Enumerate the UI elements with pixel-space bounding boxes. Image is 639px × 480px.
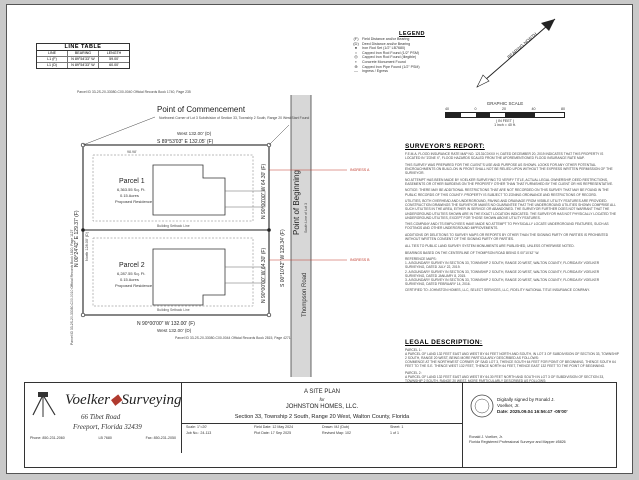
company-phone: Phone: 850-231-2060 bbox=[30, 436, 65, 440]
line-table-cell: L1 (F) bbox=[37, 57, 68, 62]
legend-symbol-icon: — bbox=[354, 68, 358, 74]
legend-text: Ingress / Egress bbox=[362, 69, 388, 74]
pob-title: Point of Beginning bbox=[292, 170, 301, 235]
corner-marker-icon bbox=[267, 313, 271, 317]
mid-top-bearing: N 90°00'00" W 64.30' (F) bbox=[261, 163, 267, 219]
legal-paragraph: PARCEL 2: A PARCEL OF LAND 132 FEET EAST AND WEST BY 64.30 FEET NORTH AND SOUTH IN LOT 3 OF SUBDIVISION OF SECTION 33, bbox=[405, 371, 605, 380]
legal-paragraph: PARCEL 1: A PARCEL OF LAND 132 FEET EAST AND WEST BY 64 FEET NORTH AND SOUTH, IN LOT 3 OF SUBDIVISION OF SECTION 33, TOWNSHIP 2 SOUTH, RANGE 20 WEST, BEING MORE PARTICULARLY DESCRIBED AS FOLLOWS: COMMENCE AT THE NORTHWEST CORNER OF SAID LOT 3, THENCE SOUTH 64 FEET FOR POINT OF BEGINNING, THENCE SOUTH 64 FEET TO THE S.E. THENCE WEST 132 FEET, THENCE NORTH 64 FEET, THENCE EAST 132 FEET TO THE POINT OF BEGINNING. bbox=[405, 348, 619, 369]
meta-item: Revised Map: 102 bbox=[322, 431, 351, 436]
company-name-part1: Voelker bbox=[65, 392, 110, 408]
report-paragraph: NOTICE: THERE MAY BE ADDITIONAL RESTRICTIONS THAT ARE NOT RECORDED ON THIS SURVEY THAT MAY BE FOUND IN THE PUBLIC RECORDS OF THIS COUNTY. PROPERTY IS SUBJECT TO ZONING ORDINANCE AND RESTRICTIONS OF RECORD. bbox=[405, 188, 609, 197]
corner-marker-icon bbox=[267, 228, 271, 232]
bottom-bearing: N 90°00'00" W 132.00' (F) bbox=[137, 321, 195, 327]
digital-signature bbox=[463, 383, 617, 468]
report-paragraph: F.E.M.A. FLOOD INSURANCE RATE MAP NO. 12131C0XXX H, DATED DECEMBER 20, 2019 INDICATES THAT THIS PROPERTY IS LOCATED IN "ZONE X", FLOOD HAZARDS SCALED FROM THE AFOREMENTIONED FLOOD INSURANCE RATE MAP. bbox=[405, 152, 604, 161]
mid-bottom-bearing: N 90°00'00" W 64.30' (F) bbox=[261, 247, 267, 303]
parcel1-residence bbox=[153, 165, 225, 215]
dist-label: 98.98' bbox=[127, 150, 137, 154]
scale-title: GRAPHIC SCALE bbox=[486, 101, 524, 106]
legend-symbol-icon: ▪ bbox=[355, 58, 357, 64]
report-paragraph: ALL TIES TO PUBLIC LAND SURVEY SYSTEM MONUMENTS ARE PUBLISHED, UNLESS OTHERWISE NOTED. bbox=[405, 243, 575, 248]
company-address-line1: 66 Tibet Road bbox=[81, 413, 121, 421]
legend-title: LEGEND bbox=[399, 31, 425, 37]
line-table-header-cell: BEARING bbox=[68, 51, 99, 56]
project-info bbox=[182, 383, 463, 468]
parcel1-title: Parcel 1 bbox=[119, 178, 145, 185]
legend-symbol-icon: ○ bbox=[354, 49, 358, 55]
legend-text: Capped Iron Rod Found (Illegible) bbox=[362, 55, 417, 60]
signature-line: Voelker, Jr. bbox=[497, 403, 520, 408]
graphic-scale bbox=[445, 101, 565, 127]
parcel1-acres: 0.15 Acres bbox=[120, 193, 139, 198]
north-arrow-icon bbox=[469, 13, 564, 93]
meta-item: Field Date: 12 May 2024 bbox=[254, 425, 294, 429]
ingress-a-label: INGRESS A bbox=[350, 168, 370, 172]
parcel1-note: Proposed Residence bbox=[115, 199, 153, 204]
report-paragraph: THIS SURVEY WAS PREPARED FOR THE CLIENT'S USE AND PURPOSE AS SHOWN. LOOKS FOR ANY OTHER POTENTIAL ENCROACHMENTS ON BUILD-ON IN FRONT SHALL NOT BE RELIED UPON WITHOUT THE EXPRESS WRITTEN PERMISSION OF THE SURVEYOR. bbox=[405, 162, 613, 175]
pob-sub: South Line of Lot 3 bbox=[304, 202, 308, 233]
line-table-cell: 60.00' bbox=[109, 63, 119, 67]
meta-item: 1 of 1 bbox=[390, 431, 399, 436]
company-address-line2: Freeport, Florida 32439 bbox=[73, 423, 142, 431]
meta-item: Scale: 1"=20' bbox=[186, 425, 208, 429]
company-name-part2: Surveying bbox=[121, 392, 182, 408]
company-contacts bbox=[25, 436, 181, 440]
drawing-sheet bbox=[6, 4, 633, 474]
site-plan-drawing bbox=[7, 5, 410, 377]
project-meta bbox=[186, 425, 458, 436]
scale-tick: 80 bbox=[561, 107, 565, 111]
legend-text: Concrete Monument Found bbox=[362, 59, 406, 64]
client-name: JOHNSTON HOMES, LLC. bbox=[285, 404, 359, 410]
scale-tick: 20 bbox=[502, 107, 506, 111]
line-table-header-cell: LENGTH bbox=[106, 51, 122, 55]
parcel2-sqft: 6,287.55 Sq. Ft. bbox=[117, 271, 146, 276]
setback-label: Building Setback Line bbox=[157, 308, 190, 312]
signature-line: Date: 2025.09.04 16:56:47 -05'00' bbox=[497, 409, 568, 414]
plan-for: for bbox=[319, 397, 325, 402]
parcel-ref-left: Parcel ID 33-2S-20-33080-C00-0010 Official Records Book 1820, Page 1127 bbox=[70, 229, 74, 345]
line-table-cell: L1 (D) bbox=[37, 63, 68, 68]
parcel1-sqft: 6,363.55 Sq. Ft. bbox=[117, 187, 146, 192]
meta-item: Sheet: 1 bbox=[390, 425, 404, 429]
north-label: BEARING NORTH bbox=[506, 31, 538, 60]
legend-text: Deed Distance and/or Bearing bbox=[362, 41, 411, 46]
plan-title: A SITE PLAN bbox=[303, 389, 340, 395]
left-bearing: N 00°24'42" E 129.37' (F) bbox=[74, 210, 80, 267]
parcel2-note: Proposed Residence bbox=[115, 283, 153, 288]
parcel2-title: Parcel 2 bbox=[119, 262, 145, 269]
bottom-deed: West 132.00' (D) bbox=[157, 328, 192, 333]
project-location: Section 33, Township 2 South, Range 20 West, Walton County, Florida bbox=[234, 414, 410, 420]
parcel2-acres: 0.15 Acres bbox=[120, 277, 139, 282]
legend-symbol-icon: ● bbox=[354, 45, 358, 51]
line-table-title: LINE TABLE bbox=[37, 44, 129, 51]
meta-item: Drawn: MJ (Dub) bbox=[322, 425, 350, 429]
corner-marker-icon bbox=[81, 228, 85, 232]
west-top-distance: West 132.00' (D) bbox=[177, 131, 212, 136]
title-block bbox=[24, 382, 617, 468]
company-name: Voelker◆Surveying bbox=[65, 392, 182, 408]
line-table-cell: N 89°54'33" W bbox=[68, 63, 99, 68]
parcel-ref-bottom: Parcel ID 33-2S-20-33080-C00-0044 Official Records Book 2815, Page 4271 bbox=[175, 336, 291, 340]
surveyors-report bbox=[405, 143, 619, 295]
meta-item: Job No.: 24-113 bbox=[186, 431, 212, 436]
company-lb: LB 7680 bbox=[98, 436, 112, 440]
line-table-cell: N 89°54'33" W bbox=[68, 57, 99, 62]
ingress-b-label: INGRESS B bbox=[350, 258, 370, 262]
scale-tick: 40 bbox=[531, 107, 536, 111]
report-paragraph: THIS COMPANY AND ITS EMPLOYEES HAVE MADE NO ATTEMPT TO PHYSICALLY LOCATE UNDERGROUND FEATURES, SUCH AS FOOTINGS AND OTHER UNDERGROUND IMPROVEMENTS. bbox=[405, 222, 609, 231]
legend-text: Iron Rod Set (1/2" LB7680) bbox=[362, 46, 406, 51]
legal-title: LEGAL DESCRIPTION: bbox=[405, 339, 483, 346]
left-deed: North 128.00' (D) bbox=[85, 231, 89, 261]
commencement-title: Point of Commencement bbox=[157, 105, 246, 114]
line-table-cell: 59.00' bbox=[109, 57, 119, 61]
scale-tick: 0 bbox=[474, 107, 477, 111]
report-paragraph: NO ATTEMPT HAS BEEN MADE BY VOELKER SURVEYING TO VERIFY TITLE, ACTUAL LEGAL OWNERSHIP, DEED RESTRICTIONS, EASEMENTS OR OTHER BURDENS ON THE PROPERTY OTHER THAN THAT FURNISHED BY THE CLIENT OR HIS REPRESENTATIVE. bbox=[405, 177, 614, 186]
parcel-ref-top: Parcel ID 33-2S-20-33080-C00-0040 Official Records Book 1740, Page 235 bbox=[77, 90, 191, 94]
parcel2-residence bbox=[153, 249, 225, 305]
signature-block bbox=[497, 397, 568, 415]
setback-label: Building Setback Line bbox=[157, 224, 190, 228]
commencement-sub: Northwest Corner of Lot 3 Subdivision of Section 33, Township 2 South, Range 20 West Start Found bbox=[159, 116, 310, 120]
legend-text: Capped Iron Rod Found (1/2" PSM) bbox=[362, 50, 420, 55]
report-paragraph: BEARINGS BASED ON THE CENTERLINE OF THOMPSON ROAD BEING S 00°10'42" W. bbox=[405, 250, 540, 255]
thompson-road-surface bbox=[291, 95, 311, 377]
scale-tick: 40 bbox=[445, 107, 449, 111]
report-paragraph: CERTIFIED TO: JOHNSTON HOMES, LLC, SELECT SERVICES, LLC, FIDELITY NATIONAL TITLE INSURANCE COMPANY. bbox=[405, 288, 590, 293]
legend-symbol-icon: ⊕ bbox=[354, 63, 358, 69]
legend-symbol-icon: ◎ bbox=[354, 54, 358, 60]
legend-symbol-icon: (D) bbox=[353, 40, 359, 46]
legend-symbol-icon: (F) bbox=[353, 36, 359, 41]
legend-text: Capped Iron Pipe Found (1/2" PSM) bbox=[362, 64, 420, 69]
surveyor-registration: Florida Registered Professional Surveyor and Mapper #5826 bbox=[469, 440, 566, 444]
right-bearing: S 00°10'42" W 129.34' (F) bbox=[280, 229, 286, 287]
scale-bar bbox=[445, 112, 565, 118]
report-paragraph: ADDITIONS OR DELETIONS TO SURVEY MAPS OR REPORTS BY OTHER THAN THE SIGNING PARTY OR PARTIES IS PROHIBITED WITHOUT WRITTEN CONSENT OF THE SIGNING PARTY OR PARTIES. bbox=[405, 233, 609, 242]
line-table-header-cell: LINE bbox=[37, 51, 68, 56]
surveyor-name: Ronald J. Voelker, Jr. bbox=[469, 435, 503, 439]
corner-marker-icon bbox=[81, 313, 85, 317]
road-label: Thompson Road bbox=[302, 272, 308, 317]
company-fax: Fax: 850-231-2050 bbox=[145, 436, 176, 440]
signature-line: Digitally signed by Ronald J. bbox=[497, 397, 555, 402]
meta-item: Plot Date: 17 Sep 2025 bbox=[254, 431, 292, 436]
surveyor-tripod-icon bbox=[29, 391, 63, 421]
report-paragraph: REFERENCE MAPS: 1. A BOUNDARY SURVEY IN SECTION 33, TOWNSHIP 2 SOUTH, RANGE 20 WEST, WALTON COUNTY, FLORIDA BY VOELKER SURVEYING, DATED JULY 22, 2019. 2. A BOUNDARY SURVEY IN SECTION 33, TOWNSHIP 2 SOUTH, RANGE 20 WEST, WALTON COUNTY, FLORIDA BY VOELKER SURVEYING, DATED JANUARY 8, 2015. 3. A BOUNDARY SURVEY IN SECTION 33, TOWNSHIP 2 SOUTH, RANGE 20 WEST, WALTON COUNTY, FLORIDA BY VOELKER SURVEYING, DATED FEBRUARY 14, 2016. bbox=[405, 257, 600, 286]
scale-ratio: 1 inch = 40 ft. bbox=[494, 123, 516, 127]
report-paragraph: UTILITIES, BOTH OVERHEAD AND UNDERGROUND, PAVING AND DRAINAGE FROM VISIBLE UTILITY FEATURES ARE PROVIDED. CONSTRUCTION DRAWINGS THE SURVEYOR MAKES NO GUARANTEE THAT THE UNDERGROUND UTILITIES SHOWN COMPRISE ALL SUCH UTILITIES IN THE AREA, EITHER IN SERVICE OR ABANDONED. THE SURVEYOR FURTHER DOES NOT WARRANT THAT THE UNDERGROUND UTILITIES SHOWN ARE IN THE EXACT LOCATION INDICATED. THE SURVEYOR HAS NOT PHYSICALLY LOCATED THE UNDERGROUND UTILITIES, EXCEPT FOR THOSE SHOWN ABOVE UTILITY FEATURES. bbox=[405, 199, 617, 220]
seal-icon bbox=[469, 393, 495, 419]
legend-text: Field Distance and/or Bearing bbox=[362, 37, 410, 41]
top-bearing: S 89°53'03" E 132.05' (F) bbox=[157, 139, 214, 145]
report-title: SURVEYOR'S REPORT: bbox=[405, 143, 485, 150]
company-logo bbox=[25, 383, 182, 453]
scale-unit: ( IN FEET ) bbox=[495, 119, 515, 123]
